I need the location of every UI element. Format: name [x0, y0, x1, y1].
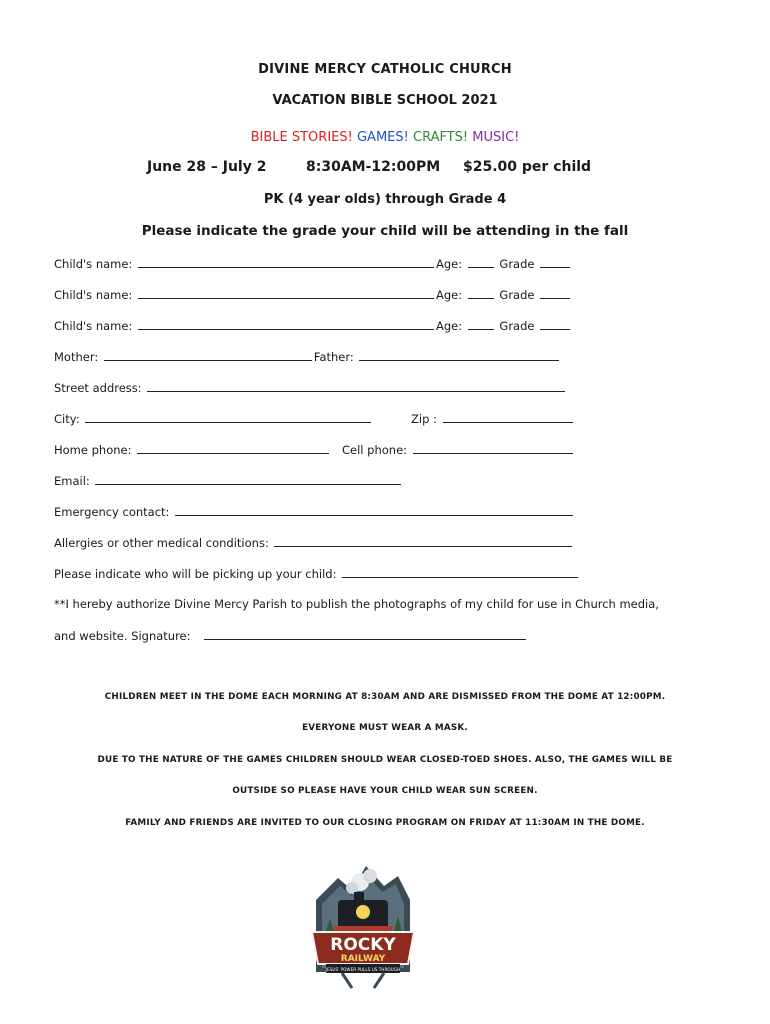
emergency-row — [54, 504, 575, 519]
father-field[interactable] — [359, 349, 559, 361]
child-row-3 — [54, 318, 572, 333]
activities-line — [0, 130, 770, 145]
child-name-label: Child's name: — [54, 319, 133, 333]
rocky-railway-logo-icon — [308, 860, 418, 990]
rocky-railway-logo — [308, 860, 418, 990]
street-label: Street address: — [54, 381, 142, 395]
grade-field-3[interactable] — [540, 318, 570, 330]
activity-games: GAMES! — [356, 130, 409, 145]
city-label: City: — [54, 412, 80, 426]
church-name: DIVINE MERCY CATHOLIC CHURCH — [258, 62, 512, 77]
phone-row — [54, 442, 331, 457]
authorization-text: **I hereby authorize Divine Mercy Parish to publish the photographs of my child for use in Church media, — [54, 597, 659, 611]
child-row-2 — [54, 287, 572, 302]
pickup-row — [54, 566, 580, 581]
email-row — [54, 473, 403, 488]
parents-row — [54, 349, 561, 364]
signature-row — [54, 628, 528, 643]
logo-subtitle: RAILWAY — [340, 954, 386, 964]
city-field[interactable] — [85, 411, 371, 423]
signature-field[interactable] — [204, 628, 526, 640]
father-label: Father: — [313, 350, 354, 364]
zip-label: Zip : — [411, 412, 437, 426]
city-row — [54, 411, 373, 426]
street-field[interactable] — [147, 380, 565, 392]
child-row-1 — [54, 256, 572, 271]
mother-label: Mother: — [54, 350, 99, 364]
allergies-row — [54, 535, 574, 550]
activity-crafts: CRAFTS! — [413, 130, 469, 145]
cell-phone-field[interactable] — [413, 442, 573, 454]
notice-closing-program: FAMILY AND FRIENDS ARE INVITED TO OUR CLOSING PROGRAM ON FRIDAY AT 11:30AM IN THE DOME. — [125, 818, 645, 828]
zip-field[interactable] — [443, 411, 573, 423]
email-label: Email: — [54, 474, 90, 488]
street-row — [54, 380, 567, 395]
age-field-3[interactable] — [468, 318, 494, 330]
home-phone-label: Home phone: — [54, 443, 132, 457]
signature-label: and website. Signature: — [54, 629, 191, 643]
program-title: VACATION BIBLE SCHOOL 2021 — [272, 93, 498, 108]
zip-row — [411, 411, 575, 426]
cell-phone-row — [342, 442, 575, 457]
event-time: 8:30AM-12:00PM — [306, 159, 441, 175]
age-field-1[interactable] — [468, 256, 494, 268]
event-dates: June 28 – July 2 — [147, 159, 267, 175]
age-label: Age: — [435, 257, 463, 271]
event-price: $25.00 per child — [463, 159, 592, 175]
allergies-field[interactable] — [274, 535, 572, 547]
grade-label: Grade — [499, 319, 535, 333]
pickup-label: Please indicate who will be picking up your child: — [54, 567, 337, 581]
home-phone-field[interactable] — [137, 442, 329, 454]
allergies-label: Allergies or other medical conditions: — [54, 536, 269, 550]
child-name-label: Child's name: — [54, 288, 133, 302]
grade-field-1[interactable] — [540, 256, 570, 268]
age-label: Age: — [435, 288, 463, 302]
notice-dome-schedule: CHILDREN MEET IN THE DOME EACH MORNING AT 8:30AM AND ARE DISMISSED FROM THE DOME AT 12:00PM. — [104, 692, 666, 702]
age-label: Age: — [435, 319, 463, 333]
activity-music: MUSIC! — [472, 130, 520, 145]
child-name-field-1[interactable] — [138, 256, 434, 268]
mother-field[interactable] — [104, 349, 312, 361]
logo-title: ROCKY — [330, 935, 396, 955]
emergency-field[interactable] — [175, 504, 573, 516]
notice-sunscreen: OUTSIDE SO PLEASE HAVE YOUR CHILD WEAR SUN SCREEN. — [232, 786, 538, 796]
grade-instruction: Please indicate the grade your child will be attending in the fall — [141, 223, 629, 239]
child-name-field-2[interactable] — [138, 287, 434, 299]
cell-phone-label: Cell phone: — [342, 443, 408, 457]
grade-label: Grade — [499, 257, 535, 271]
email-field[interactable] — [95, 473, 401, 485]
child-name-label: Child's name: — [54, 257, 133, 271]
emergency-label: Emergency contact: — [54, 505, 170, 519]
activity-bible-stories: BIBLE STORIES! — [250, 130, 353, 145]
notice-shoes: DUE TO THE NATURE OF THE GAMES CHILDREN SHOULD WEAR CLOSED-TOED SHOES. ALSO, THE GAMES WILL BE — [97, 755, 673, 765]
child-name-field-3[interactable] — [138, 318, 434, 330]
grade-label: Grade — [499, 288, 535, 302]
grade-range: PK (4 year olds) through Grade 4 — [263, 192, 507, 207]
grade-field-2[interactable] — [540, 287, 570, 299]
logo-tagline: JESUS' POWER PULLS US THROUGH — [325, 967, 401, 972]
notice-mask: EVERYONE MUST WEAR A MASK. — [302, 723, 468, 733]
pickup-field[interactable] — [342, 566, 578, 578]
age-field-2[interactable] — [468, 287, 494, 299]
